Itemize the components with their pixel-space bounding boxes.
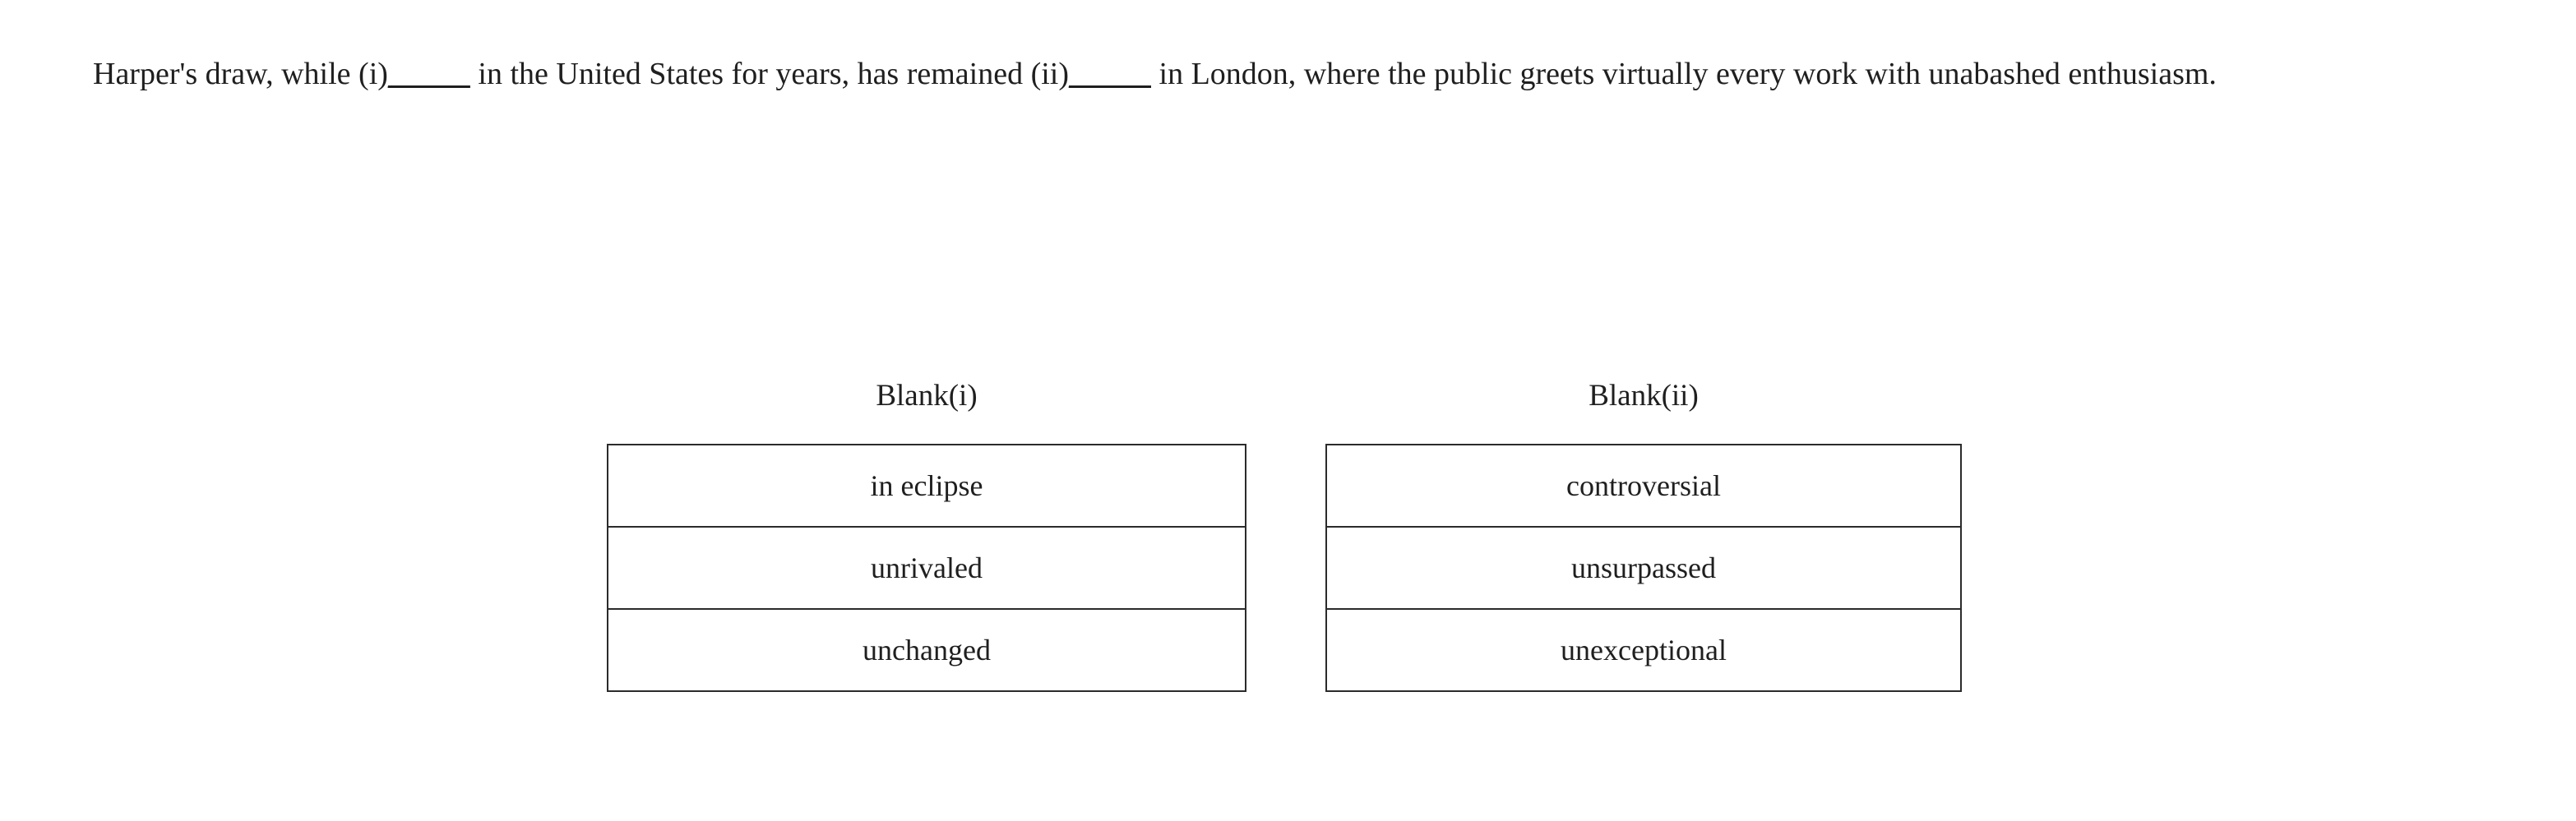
blank-i-option-1[interactable]: in eclipse	[608, 445, 1246, 527]
table-row	[1326, 527, 1961, 609]
blank-i-option-3[interactable]: unchanged	[608, 609, 1246, 691]
stem-text-part-2: in the United States for years, has remained (ii)	[469, 57, 1070, 91]
question-stem	[93, 51, 2477, 99]
blank-ii-option-3[interactable]: unexceptional	[1326, 609, 1961, 691]
blank-ii-choice-table	[1325, 444, 1962, 692]
blank-i-option-2[interactable]: unrivaled	[608, 527, 1246, 609]
table-row	[608, 527, 1246, 609]
blank-ii-column	[1324, 378, 1963, 692]
blank-ii-placeholder: _____	[1069, 57, 1152, 91]
table-row	[1326, 609, 1961, 691]
table-row	[608, 445, 1246, 527]
table-row	[608, 609, 1246, 691]
blank-ii-option-2[interactable]: unsurpassed	[1326, 527, 1961, 609]
stem-text-part-3: in London, where the public greets virtually every work with unabashed enthusiasm.	[1151, 57, 2217, 91]
blank-ii-option-1[interactable]: controversial	[1326, 445, 1961, 527]
stem-text-part-1: Harper's draw, while (i)	[93, 57, 388, 91]
blank-i-header: Blank(i)	[876, 379, 978, 413]
table-row	[1326, 445, 1961, 527]
blank-ii-header: Blank(ii)	[1589, 379, 1699, 413]
blank-i-column	[606, 378, 1247, 692]
blank-i-choice-table	[607, 444, 1246, 692]
blank-i-placeholder: _____	[387, 57, 470, 91]
